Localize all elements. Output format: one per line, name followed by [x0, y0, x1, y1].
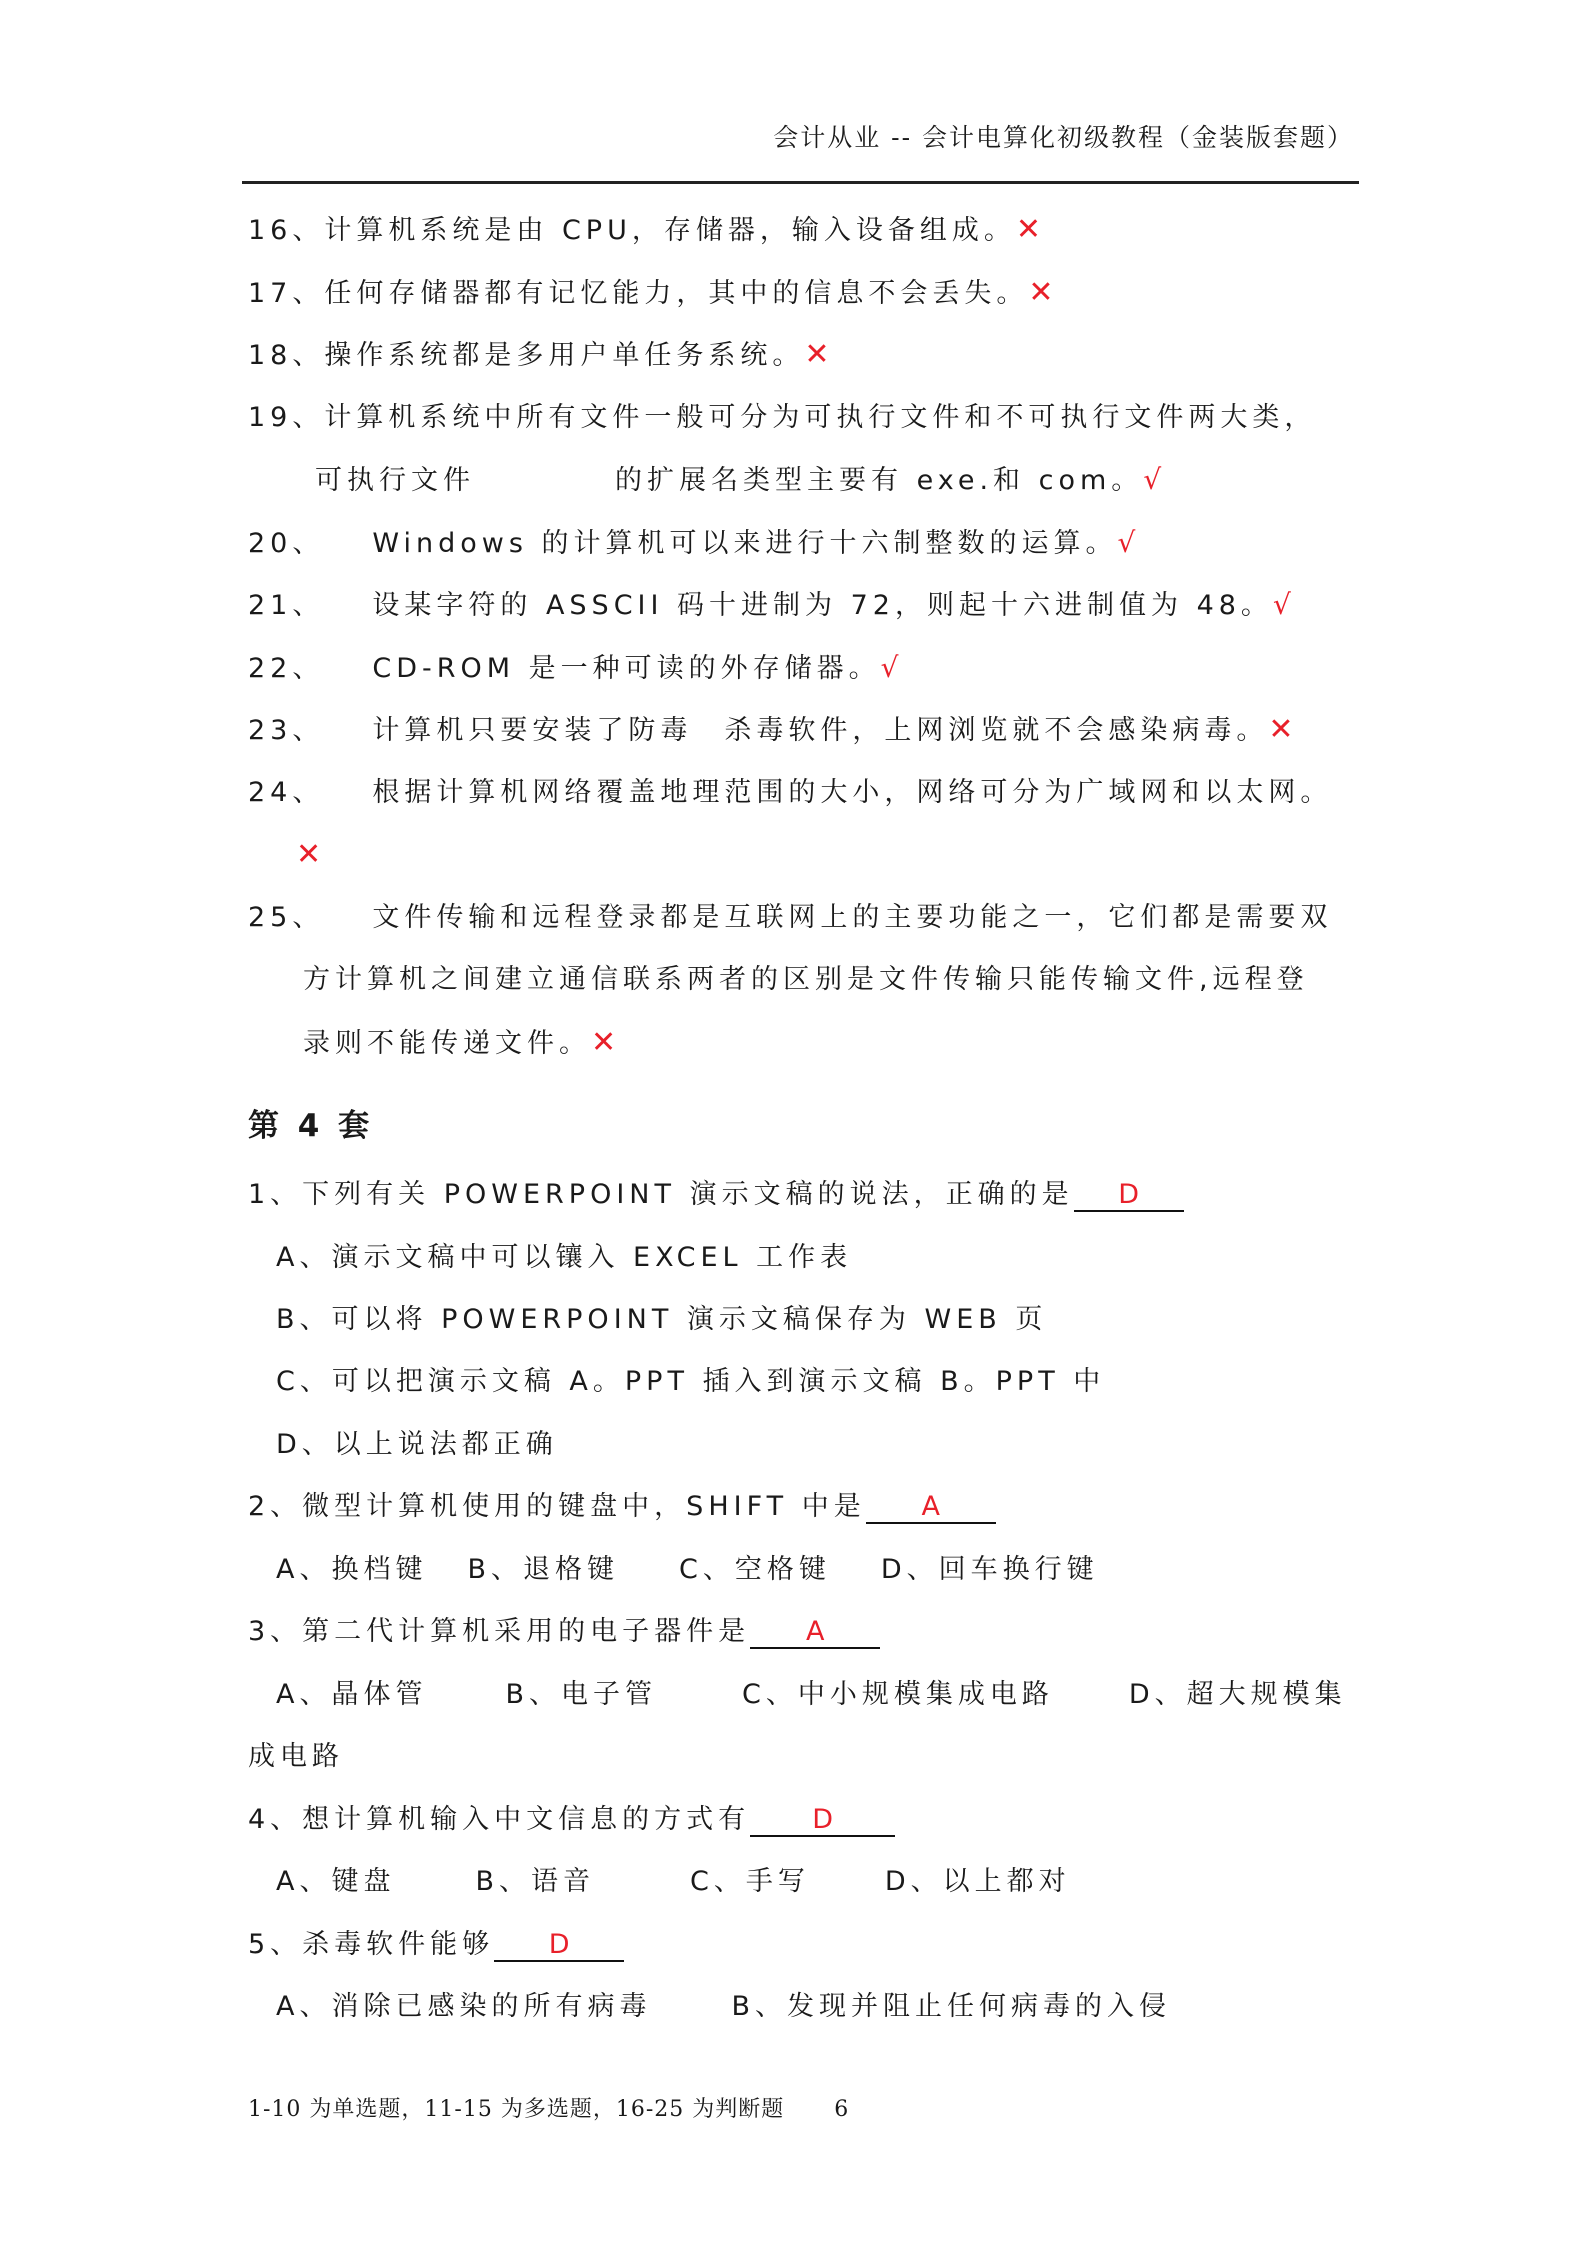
option-text: C、空格键 — [679, 1554, 831, 1585]
answer-blank: D — [750, 1805, 895, 1837]
item-text: 文件传输和远程登录都是互联网上的主要功能之一，它们都是需要双 — [372, 902, 1333, 933]
cross-mark-icon: ✕ — [804, 337, 830, 372]
item-text: 计算机只要安装了防毒 杀毒软件，上网浏览就不会感染病毒。 — [372, 715, 1269, 746]
question-3 — [248, 1614, 880, 1650]
judgment-25 — [248, 900, 1332, 936]
option-text: C、中小规模集成电路 — [742, 1679, 1054, 1710]
option-text: A、消除已感染的所有病毒 — [276, 1991, 652, 2022]
judgment-16 — [248, 212, 1041, 249]
section-title: 第 4 套 — [248, 1108, 374, 1144]
question-stem: 3、第二代计算机采用的电子器件是 — [248, 1616, 751, 1647]
option-text: B、电子管 — [505, 1679, 658, 1710]
item-text: 计算机系统中所有文件一般可分为可执行文件和不可执行文件两大类， — [324, 402, 1317, 433]
option-text: 成电路 — [248, 1741, 344, 1772]
question-1-option-b — [276, 1302, 1047, 1338]
answer-blank: A — [866, 1492, 996, 1524]
question-3-options — [276, 1677, 1347, 1713]
header-rule — [242, 181, 1359, 184]
option-text: A、晶体管 — [276, 1679, 428, 1710]
item-text-a: 可执行文件 — [315, 465, 475, 496]
option-text: A、换档键 — [276, 1554, 428, 1585]
question-1-option-d — [276, 1427, 558, 1463]
check-mark-icon: √ — [1117, 526, 1136, 559]
judgment-19-continued — [315, 462, 1161, 499]
item-number: 22、 — [248, 653, 325, 684]
question-4-options — [276, 1864, 1071, 1900]
item-text: Windows 的计算机可以来进行十六制整数的运算。 — [372, 528, 1118, 559]
item-number: 20、 — [248, 528, 325, 559]
question-stem: 2、微型计算机使用的键盘中，SHIFT 中是 — [248, 1491, 866, 1522]
item-number: 18、 — [248, 340, 325, 371]
judgment-24 — [248, 775, 1332, 811]
item-number: 16、 — [248, 215, 325, 246]
item-number: 25、 — [248, 902, 325, 933]
question-4 — [248, 1802, 895, 1838]
item-text: 操作系统都是多用户单任务系统。 — [324, 340, 805, 371]
item-text: 任何存储器都有记忆能力，其中的信息不会丢失。 — [324, 278, 1029, 309]
option-text: C、可以把演示文稿 A。PPT 插入到演示文稿 B。PPT 中 — [276, 1366, 1106, 1397]
answer-blank: D — [494, 1930, 624, 1962]
item-text: 设某字符的 ASSCII 码十进制为 72，则起十六进制值为 48。 — [372, 590, 1273, 621]
option-text: A、键盘 — [276, 1866, 396, 1897]
question-3-option-wrap — [248, 1739, 344, 1775]
judgment-21 — [248, 587, 1291, 624]
question-2-options — [276, 1552, 1099, 1588]
judgment-24-mark — [296, 837, 321, 874]
page-footer — [248, 2092, 849, 2123]
item-text: 计算机系统是由 CPU，存储器，输入设备组成。 — [324, 215, 1016, 246]
option-text: D、超大规模集 — [1128, 1679, 1347, 1710]
cross-mark-icon: ✕ — [1268, 712, 1294, 747]
option-text: B、发现并阻止任何病毒的入侵 — [731, 1991, 1172, 2022]
question-stem: 1、下列有关 POWERPOINT 演示文稿的说法，正确的是 — [248, 1179, 1074, 1210]
option-text: B、语音 — [475, 1866, 596, 1897]
question-1-option-c — [276, 1364, 1105, 1400]
question-stem: 4、想计算机输入中文信息的方式有 — [248, 1804, 751, 1835]
check-mark-icon: √ — [880, 651, 899, 684]
cross-mark-icon: ✕ — [1015, 212, 1041, 247]
item-text: CD-ROM 是一种可读的外存储器。 — [372, 653, 881, 684]
judgment-23 — [248, 712, 1294, 749]
judgment-25-continued-2 — [303, 1025, 616, 1062]
item-number: 17、 — [248, 278, 325, 309]
option-text: A、演示文稿中可以镶入 EXCEL 工作表 — [276, 1242, 853, 1273]
item-text: 根据计算机网络覆盖地理范围的大小，网络可分为广域网和以太网。 — [372, 777, 1333, 808]
page-number: 6 — [834, 2097, 850, 2122]
answer-blank: A — [750, 1617, 880, 1649]
judgment-19 — [248, 400, 1316, 436]
option-text: D、以上都对 — [884, 1866, 1071, 1897]
check-mark-icon: √ — [1143, 463, 1162, 496]
cross-mark-icon: ✕ — [591, 1025, 617, 1060]
option-text: D、以上说法都正确 — [276, 1429, 558, 1460]
item-number: 21、 — [248, 590, 325, 621]
page-header: 会计从业 -- 会计电算化初级教程（金装版套题） — [773, 123, 1354, 152]
option-text: B、退格键 — [467, 1554, 620, 1585]
judgment-25-continued-1 — [303, 962, 1309, 998]
item-number: 19、 — [248, 402, 325, 433]
item-text-b: 的扩展名类型主要有 exe.和 com。 — [615, 465, 1144, 496]
question-5-options — [276, 1989, 1171, 2025]
item-text: 录则不能传递文件。 — [303, 1028, 591, 1059]
judgment-18 — [248, 337, 830, 374]
question-1-option-a — [276, 1240, 852, 1276]
cross-mark-icon: ✕ — [296, 837, 322, 872]
item-text: 方计算机之间建立通信联系两者的区别是文件传输只能传输文件,远程登 — [303, 964, 1309, 995]
option-text: C、手写 — [690, 1866, 810, 1897]
answer-blank: D — [1074, 1180, 1184, 1212]
judgment-17 — [248, 275, 1054, 312]
option-text: D、回车换行键 — [880, 1554, 1099, 1585]
cross-mark-icon: ✕ — [1028, 275, 1054, 310]
question-2 — [248, 1489, 996, 1525]
judgment-22 — [248, 650, 898, 687]
item-number: 23、 — [248, 715, 325, 746]
question-5 — [248, 1927, 624, 1963]
check-mark-icon: √ — [1272, 588, 1291, 621]
judgment-20 — [248, 525, 1135, 562]
item-number: 24、 — [248, 777, 325, 808]
question-1 — [248, 1177, 1184, 1213]
footer-note: 1-10 为单选题，11-15 为多选题，16-25 为判断题 — [248, 2097, 785, 2122]
option-text: B、可以将 POWERPOINT 演示文稿保存为 WEB 页 — [276, 1304, 1048, 1335]
question-stem: 5、杀毒软件能够 — [248, 1929, 495, 1960]
